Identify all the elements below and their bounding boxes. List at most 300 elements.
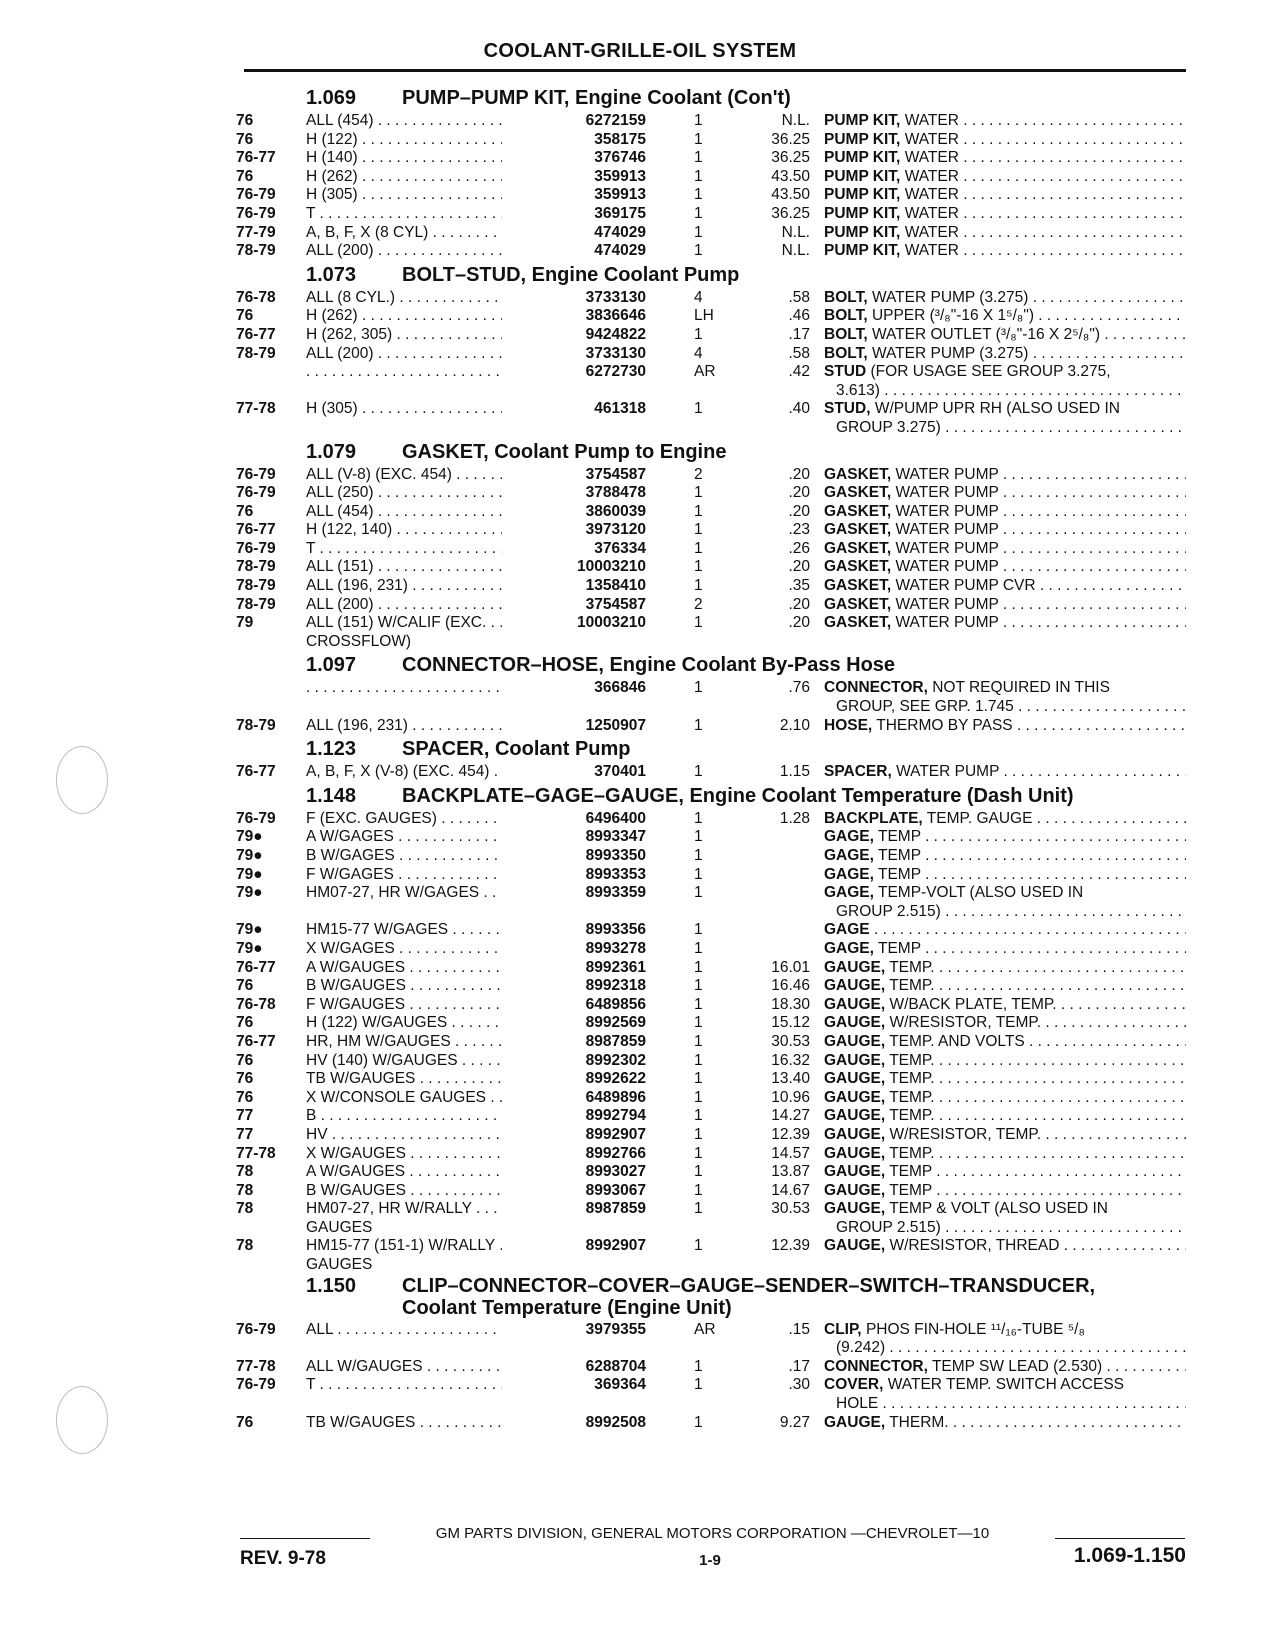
description (824, 884, 1186, 903)
description (824, 540, 1186, 559)
quantity: 1 (694, 539, 703, 557)
description (824, 1182, 1186, 1201)
model-year: 76-77 (236, 149, 276, 167)
table-row (236, 1414, 1191, 1433)
description-noun: GAUGE, (824, 1125, 886, 1143)
description (824, 596, 1186, 615)
description (824, 503, 1186, 522)
description (824, 149, 1186, 168)
description-noun: GASKET, (824, 502, 892, 520)
description-noun: GASKET, (824, 558, 892, 576)
price: .40 (788, 400, 810, 418)
description-noun: GASKET, (824, 465, 892, 483)
description (824, 224, 1186, 243)
table-row (236, 828, 1191, 847)
model-year: 76-77 (236, 521, 276, 539)
application-text: ALL (250) (306, 484, 374, 502)
description (824, 168, 1186, 187)
revision-label: REV. 9-78 (240, 1548, 326, 1569)
quantity: 1 (694, 828, 703, 846)
table-row (236, 168, 1191, 187)
quantity: 1 (694, 995, 703, 1013)
description-text: TEMP. (889, 977, 935, 995)
section-title (402, 261, 739, 289)
description-text: WATER (904, 242, 959, 260)
model-year: 79● (236, 828, 263, 846)
table-row (236, 959, 1191, 978)
application-text: HM15-77 (151-1) W/RALLY (306, 1237, 495, 1255)
table-row (236, 1376, 1191, 1413)
section-title-line: CLIP–CONNECTOR–COVER–GAUGE–SENDER–SWITCH–TRANSDUCER, (402, 1274, 1096, 1297)
price: 16.46 (771, 977, 810, 995)
description-noun: GAUGE, (824, 1200, 886, 1218)
description-noun: STUD (824, 363, 867, 381)
section-number: 1.073 (306, 263, 357, 286)
part-number: 3733130 (502, 345, 646, 364)
table-row (236, 977, 1191, 996)
description-text: TEMP & VOLT (ALSO USED IN (889, 1200, 1108, 1218)
description-noun: GAUGE, (824, 1237, 886, 1255)
part-number: 3973120 (502, 521, 646, 540)
price: 43.50 (771, 167, 810, 185)
price: .58 (788, 288, 810, 306)
part-number: 8992794 (502, 1107, 646, 1126)
description-text: WATER PUMP CVR (895, 577, 1036, 595)
description-noun: PUMP KIT, (824, 149, 901, 167)
model-year: 76-77 (236, 325, 276, 343)
description-text: WATER PUMP (895, 614, 999, 632)
footer-publisher: GM PARTS DIVISION, GENERAL MOTORS CORPORATION —CHEVROLET—10 (240, 1522, 1185, 1546)
description (824, 484, 1186, 503)
part-number: 8993067 (502, 1182, 646, 1201)
model-year: 76 (236, 1088, 254, 1106)
application-text: H (122) W/GAUGES (306, 1014, 448, 1032)
application-text: HV (306, 1125, 328, 1143)
model-year: 79● (236, 865, 263, 883)
application-text: X W/GAGES (306, 939, 395, 957)
description-text: GROUP 2.515) (836, 902, 941, 920)
description-text: TEMP (889, 1181, 932, 1199)
model-year: 76 (236, 1070, 254, 1088)
part-number: 10003210 (502, 614, 646, 633)
table-row (236, 400, 1191, 437)
price: 2.10 (779, 716, 810, 734)
description-text: WATER (904, 223, 959, 241)
price: 1.28 (779, 809, 810, 827)
quantity: 1 (694, 884, 703, 902)
quantity: 1 (694, 763, 703, 781)
table-row (236, 996, 1191, 1015)
part-number: 8992569 (502, 1014, 646, 1033)
section-title (402, 1275, 1095, 1319)
section-header (236, 84, 1191, 112)
quantity: 1 (694, 1163, 703, 1181)
description (824, 763, 1186, 782)
price: 30.53 (771, 1200, 810, 1218)
section-header (236, 261, 1191, 289)
model-year: 76 (236, 167, 254, 185)
price: 14.27 (771, 1107, 810, 1125)
price: .58 (788, 344, 810, 362)
description-noun: PUMP KIT, (824, 167, 901, 185)
part-number: 461318 (502, 400, 646, 419)
application-text: F W/GAGES (306, 865, 394, 883)
section-title-line: Coolant Temperature (Engine Unit) (402, 1296, 732, 1319)
quantity: 1 (694, 1200, 703, 1218)
price: .20 (788, 614, 810, 632)
table-row (236, 307, 1191, 326)
quantity: 1 (694, 1413, 703, 1431)
description-noun: PUMP KIT, (824, 204, 901, 222)
table-row (236, 847, 1191, 866)
application-text: TB W/GAUGES (306, 1413, 416, 1431)
application-text: ALL (200) (306, 344, 374, 362)
model-year: 76-78 (236, 288, 276, 306)
model-year: 76-79 (236, 484, 276, 502)
part-number: 8992907 (502, 1237, 646, 1256)
model-year: 76-79 (236, 539, 276, 557)
description (824, 307, 1186, 326)
part-number: 10003210 (502, 558, 646, 577)
table-row (236, 131, 1191, 150)
model-year: 79● (236, 847, 263, 864)
section-title (402, 651, 895, 679)
price: 12.39 (771, 1237, 810, 1255)
application-text: A, B, F, X (V-8) (EXC. 454) (306, 763, 490, 781)
section-header (236, 782, 1191, 810)
application-text: B W/GAGES (306, 847, 395, 864)
description-text: WATER (904, 167, 959, 185)
page-title: COOLANT-GRILLE-OIL SYSTEM (483, 40, 797, 62)
description (824, 363, 1186, 382)
description-text: W/RESISTOR, THREAD (889, 1237, 1060, 1255)
model-year: 76-79 (236, 809, 276, 827)
part-number: 8993353 (502, 866, 646, 885)
part-number: 1250907 (502, 717, 646, 736)
part-number: 8992508 (502, 1414, 646, 1433)
price: 13.87 (771, 1163, 810, 1181)
description-text: TEMP. AND VOLTS (889, 1032, 1025, 1050)
table-row (236, 289, 1191, 308)
model-year: 77-79 (236, 223, 276, 241)
quantity: 4 (694, 344, 703, 362)
price: 30.53 (771, 1032, 810, 1050)
description-cont (836, 1339, 1186, 1358)
model-year: 77-78 (236, 1357, 276, 1375)
model-year: 78-79 (236, 577, 276, 595)
table-row (236, 345, 1191, 364)
description-text: WATER PUMP (895, 595, 999, 613)
application-text: X W/GAUGES (306, 1144, 406, 1162)
application-cont (306, 1219, 561, 1238)
description-text: WATER PUMP (895, 484, 999, 502)
quantity: 4 (694, 288, 703, 306)
part-number: 8993347 (502, 828, 646, 847)
application-text: ALL (454) (306, 112, 374, 129)
description (824, 1014, 1186, 1033)
section-header (236, 438, 1191, 466)
model-year: 79 (236, 614, 254, 632)
description-noun: GAUGE, (824, 1070, 886, 1088)
description-noun: GAUGE, (824, 1163, 886, 1181)
description-text: WATER PUMP (896, 763, 1000, 781)
description-text: TEMP SW LEAD (2.530) (931, 1357, 1103, 1375)
part-number: 8993356 (502, 921, 646, 940)
part-number: 359913 (502, 168, 646, 187)
price: 43.50 (771, 186, 810, 204)
application-text: HM07-27, HR W/GAGES (306, 884, 480, 902)
part-number: 8992361 (502, 959, 646, 978)
application-text: HR, HM W/GAUGES (306, 1032, 451, 1050)
model-year: 76-79 (236, 1320, 276, 1338)
table-row (236, 1145, 1191, 1164)
description-text: NOT REQUIRED IN THIS (932, 679, 1110, 697)
description-noun: GAUGE, (824, 1107, 886, 1125)
description-text: 3.613) (836, 381, 880, 399)
price: .15 (788, 1320, 810, 1338)
section-title (402, 735, 631, 763)
description-noun: PUMP KIT, (824, 186, 901, 204)
price: .26 (788, 539, 810, 557)
part-number: 6272730 (502, 363, 646, 382)
model-year: 76 (236, 307, 254, 325)
description-text: TEMP (877, 828, 921, 846)
quantity: 1 (694, 1125, 703, 1143)
description-noun: BOLT, (824, 288, 868, 306)
application-text: ALL (V-8) (EXC. 454) (306, 465, 452, 483)
description-noun: GAUGE, (824, 1032, 886, 1050)
table-row (236, 921, 1191, 940)
section-title-line: BOLT–STUD, Engine Coolant Pump (402, 263, 740, 286)
model-year: 76-79 (236, 204, 276, 222)
description-noun: PUMP KIT, (824, 242, 901, 260)
section-title-line: BACKPLATE–GAGE–GAUGE, Engine Coolant Temperature (Dash Unit) (402, 784, 1074, 807)
part-number: 3860039 (502, 503, 646, 522)
section-title (402, 438, 726, 466)
model-year: 77 (236, 1125, 254, 1143)
model-year: 76 (236, 977, 254, 995)
table-row (236, 363, 1191, 400)
quantity: 1 (694, 614, 703, 632)
table-row (236, 1126, 1191, 1145)
model-year: 76 (236, 130, 254, 148)
part-number: 3733130 (502, 289, 646, 308)
part-number: 369364 (502, 1376, 646, 1395)
part-number: 359913 (502, 186, 646, 205)
quantity: 1 (694, 847, 703, 864)
quantity: 1 (694, 1376, 703, 1394)
description-text: TEMP-VOLT (ALSO USED IN (877, 884, 1084, 902)
table-row (236, 1052, 1191, 1071)
application-text: H (305) (306, 400, 358, 418)
part-number: 8993350 (502, 847, 646, 866)
model-year: 76 (236, 1413, 254, 1431)
description (824, 940, 1186, 959)
application-text: B W/GAUGES (306, 1181, 406, 1199)
quantity: 2 (694, 465, 703, 483)
part-number: 376334 (502, 540, 646, 559)
description-text: WATER PUMP (895, 465, 999, 483)
application-text: ALL (196, 231) (306, 716, 408, 734)
price: 18.30 (771, 995, 810, 1013)
description (824, 614, 1186, 633)
description (824, 558, 1186, 577)
description-noun: GASKET, (824, 577, 892, 595)
application-text: ALL (200) (306, 242, 374, 260)
description-noun: GAGE, (824, 939, 874, 957)
description-noun: PUMP KIT, (824, 112, 901, 129)
table-row (236, 866, 1191, 885)
description-noun: GAUGE, (824, 1014, 886, 1032)
price: 14.67 (771, 1181, 810, 1199)
section-number: 1.069 (306, 87, 357, 109)
quantity: 1 (694, 130, 703, 148)
description-noun: GASKET, (824, 595, 892, 613)
price: .30 (788, 1376, 810, 1394)
table-row (236, 1070, 1191, 1089)
section-number: 1.148 (306, 784, 357, 807)
description-noun: GAGE (824, 921, 870, 939)
table-row (236, 503, 1191, 522)
description-cont (836, 698, 1186, 717)
table-row (236, 1014, 1191, 1033)
price: .20 (788, 484, 810, 502)
table-row (236, 1358, 1191, 1377)
quantity: 1 (694, 521, 703, 539)
description (824, 717, 1186, 736)
part-number: 6489856 (502, 996, 646, 1015)
part-number: 8992907 (502, 1126, 646, 1145)
price: 14.57 (771, 1144, 810, 1162)
description (824, 1033, 1186, 1052)
section-number: 1.123 (306, 738, 357, 761)
model-year: 76 (236, 112, 254, 129)
description-text: WATER (904, 112, 959, 129)
description-text: WATER (904, 149, 959, 167)
model-year: 79● (236, 884, 263, 902)
description-text: TEMP. (889, 958, 935, 976)
model-year: 76-79 (236, 186, 276, 204)
description-text: (FOR USAGE SEE GROUP 3.275, (870, 363, 1111, 381)
application-text: TB W/GAUGES (306, 1070, 416, 1088)
part-number: 3754587 (502, 466, 646, 485)
description-noun: PUMP KIT, (824, 223, 901, 241)
description-text: WATER PUMP (895, 521, 999, 539)
part-number: 366846 (502, 679, 646, 698)
description-noun: GAUGE, (824, 1051, 886, 1069)
table-row (236, 1200, 1191, 1237)
table-row (236, 884, 1191, 921)
description-text: UPPER (³/₈"-16 X 1⁵/₈") (871, 307, 1034, 325)
part-number: 8992622 (502, 1070, 646, 1089)
model-year: 76-79 (236, 465, 276, 483)
description-text: TEMP. GAUGE (926, 809, 1033, 827)
table-row (236, 1089, 1191, 1108)
part-number: 376746 (502, 149, 646, 168)
quantity: 1 (694, 1051, 703, 1069)
part-number: 8993278 (502, 940, 646, 959)
table-row (236, 186, 1191, 205)
description-text: HOLE (836, 1395, 879, 1413)
part-number: 8993027 (502, 1163, 646, 1182)
part-number: 1358410 (502, 577, 646, 596)
quantity: 1 (694, 921, 703, 939)
description (824, 400, 1186, 419)
section-title-line: CONNECTOR–HOSE, Engine Coolant By-Pass Hose (402, 654, 896, 677)
section-header (236, 1275, 1191, 1321)
description-text: WATER TEMP. SWITCH ACCESS (887, 1376, 1125, 1394)
description (824, 866, 1186, 885)
price: .76 (788, 679, 810, 697)
application-text: H (262, 305) (306, 325, 393, 343)
application-text: HV (140) W/GAUGES (306, 1051, 458, 1069)
price: N.L. (781, 242, 810, 260)
description-text: TEMP. (889, 1070, 935, 1088)
section-header (236, 735, 1191, 763)
model-year: 78 (236, 1181, 254, 1199)
description-noun: GAUGE, (824, 958, 886, 976)
quantity: 2 (694, 595, 703, 613)
application-text: ALL (306, 1320, 334, 1338)
table-row (236, 763, 1191, 782)
application-text: H (140) (306, 149, 358, 167)
application-text: H (122) (306, 130, 358, 148)
description-noun: GAUGE, (824, 977, 886, 995)
quantity: AR (694, 1320, 716, 1338)
table-row (236, 1107, 1191, 1126)
model-year: 76-77 (236, 1032, 276, 1050)
table-row (236, 149, 1191, 168)
part-number: 6489896 (502, 1089, 646, 1108)
quantity: 1 (694, 1237, 703, 1255)
description-text: PHOS FIN-HOLE ¹¹/₁₆-TUBE ⁵/₈ (865, 1320, 1085, 1338)
part-number: 8992302 (502, 1052, 646, 1071)
description (824, 112, 1186, 131)
part-number: 474029 (502, 242, 646, 261)
quantity: 1 (694, 223, 703, 241)
description-noun: CONNECTOR, (824, 1357, 928, 1375)
description (824, 577, 1186, 596)
description-text: (9.242) (836, 1339, 886, 1357)
description (824, 289, 1186, 308)
description-text: TEMP (889, 1163, 932, 1181)
description-text: WATER PUMP (895, 539, 999, 557)
price: N.L. (781, 223, 810, 241)
description-text: TEMP (877, 865, 921, 883)
description-text: WATER PUMP (3.275) (871, 288, 1029, 306)
description (824, 921, 1186, 940)
quantity: 1 (694, 1088, 703, 1106)
section-title-line: GASKET, Coolant Pump to Engine (402, 440, 727, 463)
quantity: 1 (694, 242, 703, 260)
table-row (236, 1033, 1191, 1052)
quantity: 1 (694, 1014, 703, 1032)
description (824, 1414, 1186, 1433)
table-row (236, 577, 1191, 596)
application-text: ALL (454) (306, 502, 374, 520)
description (824, 1145, 1186, 1164)
description (824, 1052, 1186, 1071)
quantity: 1 (694, 1144, 703, 1162)
description-cont (836, 1219, 1186, 1238)
description-text: TEMP. (889, 1144, 935, 1162)
model-year: 77-78 (236, 400, 276, 418)
price: 10.96 (771, 1088, 810, 1106)
part-number: 6496400 (502, 810, 646, 829)
description (824, 959, 1186, 978)
price: .20 (788, 465, 810, 483)
application-text: HM07-27, HR W/RALLY (306, 1200, 472, 1218)
